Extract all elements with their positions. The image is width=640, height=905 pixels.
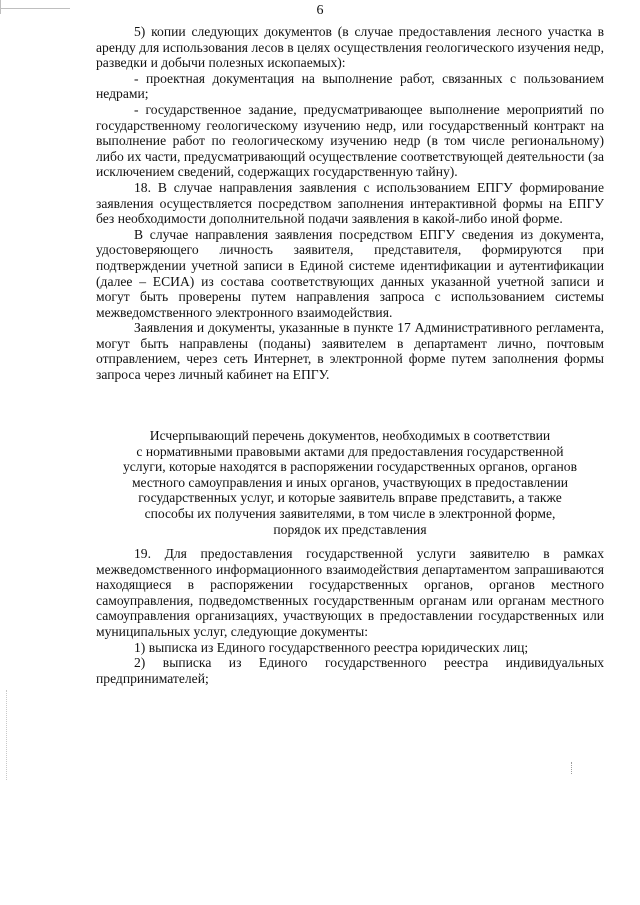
section-heading [96, 428, 604, 537]
section-heading-line: Исчерпывающий перечень документов, необходимых в соответствии [149, 428, 551, 443]
section-heading-line: с нормативными правовыми актами для предоставления государственной [136, 443, 564, 459]
document-body-top [96, 24, 604, 383]
section-heading-line: услуги, которые находятся в распоряжении государственных органов, органов [122, 459, 578, 475]
paragraph-item-19: 19. Для предоставления государственной услуги заявителю в рамках межведомственного информационного взаимодействия департаментом запрашиваются находящиеся в распоряжении государственных органов, органов местного самоуправления, подведомственных государственным органам или органам местного самоуправления организациях, участвующих в предоставлении государственных или муниципальных услуг, следующие документы: [96, 546, 604, 639]
section-heading-line: государственных услуг, и которые заявитель вправе представить, а также [138, 490, 562, 506]
scan-margin-marks [6, 690, 9, 780]
paragraph-state-task: - государственное задание, предусматривающее выполнение мероприятий по государственному геологическому изучению недр, или государственный контракт на выполнение работ по геологическому изучению недр (в том числе региональному) либо их части, предусматривающий осуществление соответствующей деятельности (за исключением сведений, содержащих государственную тайну). [96, 101, 604, 180]
page-number: 6 [316, 3, 324, 18]
section-heading-line: порядок их представления [273, 521, 427, 537]
section-heading-line: местного самоуправления и иных органов, участвующих в предоставлении [131, 474, 569, 490]
paragraph-design-docs: - проектная документация на выполнение работ, связанных с пользованием недрами; [96, 70, 604, 102]
document-body-bottom [96, 546, 604, 686]
scan-speck [571, 762, 573, 774]
list-item-entrepreneurs: 2) выписка из Единого государственного реестра индивидуальных предпринимателей; [96, 655, 604, 686]
paragraph-esia: В случае направления заявления посредством ЕПГУ сведения из документа, удостоверяющего личность заявителя, представителя, формируются при подтверждении учетной записи в Единой системе идентификации и аутентификации (далее – ЕСИА) из состава соответствующих данных указанной учетной записи и могут быть проверены путем направления запроса с использованием системы межведомственного электронного взаимодействия. [96, 226, 604, 320]
paragraph-item-5: 5) копии следующих документов (в случае предоставления лесного участка в аренду для использования лесов в целях осуществления геологического изучения недр, разведки и добычи полезных ископаемых): [96, 24, 604, 71]
paragraph-submission-methods: Заявления и документы, указанные в пункте 17 Административного регламента, могут быть направлены (поданы) заявителем в департамент лично, почтовым отправлением, через сеть Интернет, в электронной форме путем заполнения формы запроса через личный кабинет на ЕПГУ. [96, 320, 604, 383]
paragraph-item-18: 18. В случае направления заявления с использованием ЕПГУ формирование заявления осуществляется посредством заполнения интерактивной формы на ЕПГУ без необходимости дополнительной подачи заявления в какой-либо иной форме. [96, 179, 604, 227]
section-heading-line: способы их получения заявителями, в том числе в электронной форме, [144, 505, 556, 521]
list-item-legal-entities: 1) выписка из Единого государственного реестра юридических лиц; [134, 639, 529, 655]
